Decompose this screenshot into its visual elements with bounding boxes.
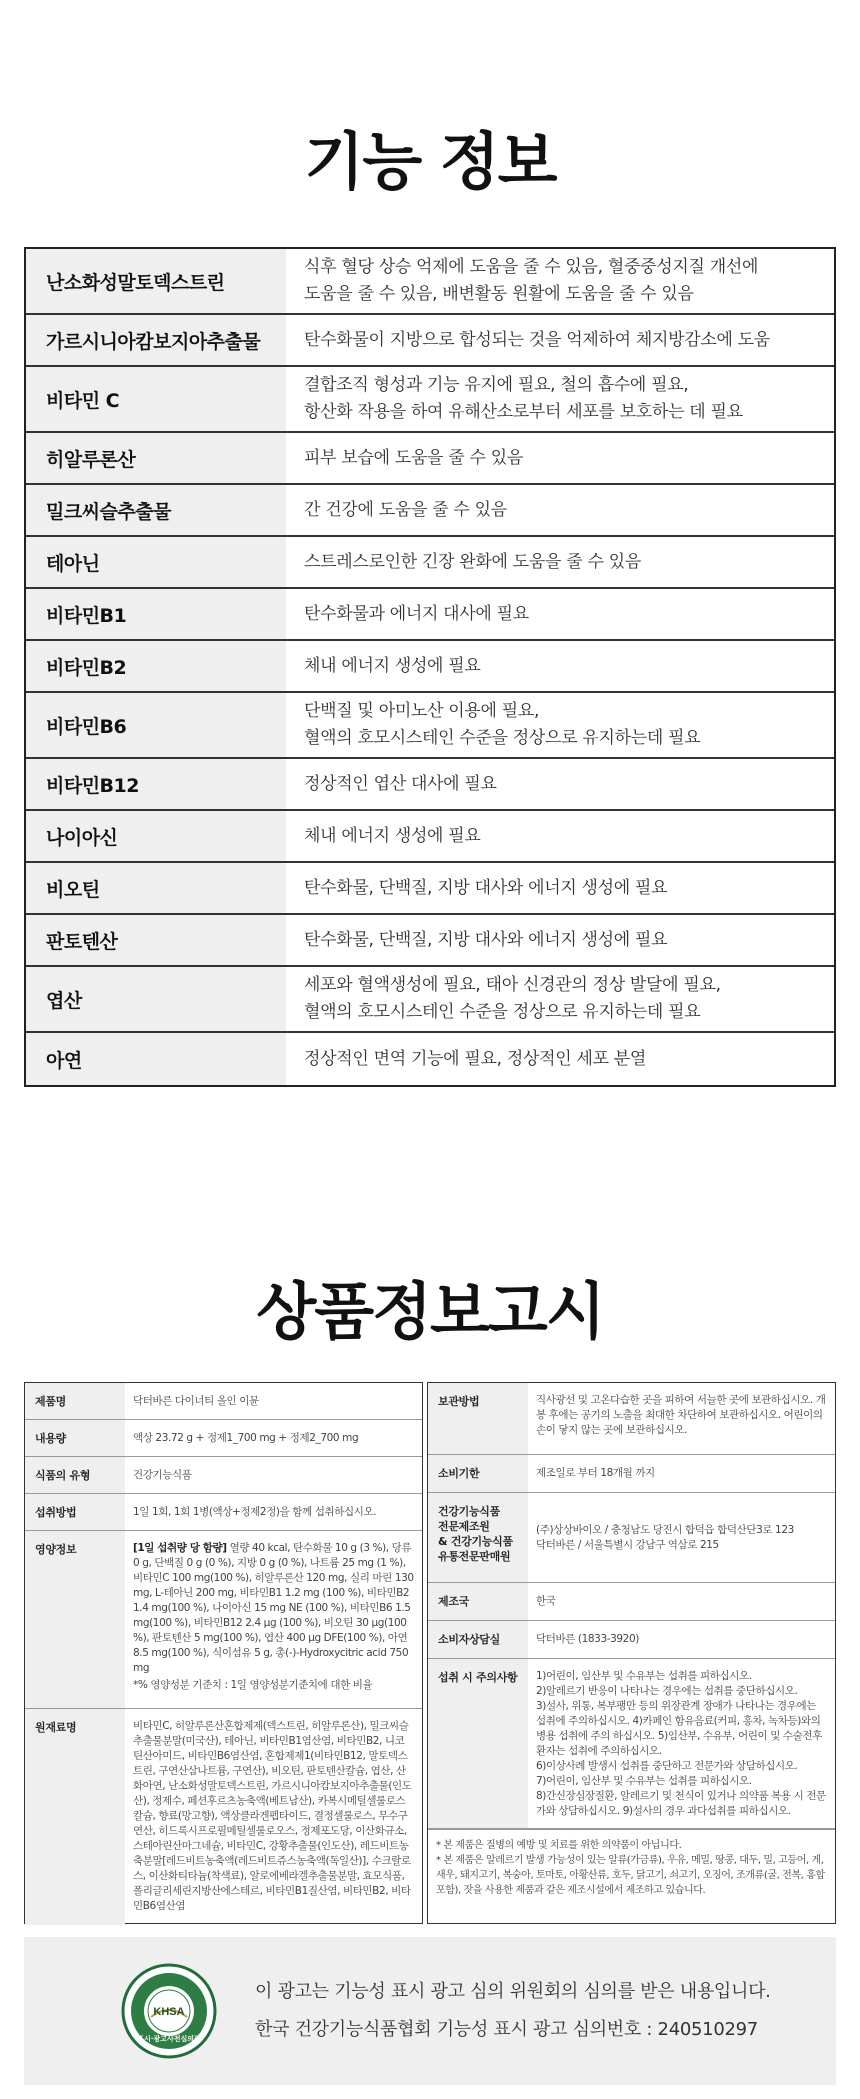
ingredient-name: 비타민B12 xyxy=(26,759,286,809)
notice-value: 제조일로 부터 18개월 까지 xyxy=(536,1467,655,1479)
notice-label: 소비기한 xyxy=(428,1455,528,1492)
functional-info-row xyxy=(26,915,834,967)
functional-info-row xyxy=(26,759,834,811)
notice-row xyxy=(25,1457,422,1494)
ingredient-function: 탄수화물, 단백질, 지방 대사와 에너지 생성에 필요 xyxy=(304,877,668,898)
ingredient-name: 비타민B1 xyxy=(26,589,286,639)
functional-info-row xyxy=(26,1033,834,1085)
functional-info-row xyxy=(26,367,834,433)
ingredient-name: 밀크씨슬추출물 xyxy=(26,485,286,535)
ad-review-banner xyxy=(24,1937,836,2085)
notice-value: 한국 xyxy=(536,1595,556,1607)
ingredient-name: 나이아신 xyxy=(26,811,286,861)
notice-value: 비타민C, 히알루론산혼합제제(덱스트린, 히알루론산), 밀크씨슬추출물분말(미국산), 테아닌, 비타민B1염산염, 비타민B2, 니코틴산아미드, 비타민B6염산염, 혼합제제1(비타민B12, 말토덱스트린, 구연산삼나트륨, 구연산), 비오틴, 판토텐산칼슘, 엽산, 산화아연, 난소화성말토덱스트린, 가르시니아캄보지아추출물(인도산), 정제수, 페션후르츠농축액(베트남산), 카복시메틸셀룰로스칼슘, 향료(망고향), 액상클라겐펩타이드, 결정셀룰로스, 무수구연산, 히드록시프로필메틸셀룰로오스, 정제포도당, 이산화규소, 스테아린산마그네슘, 비타민C, 강황추출물(인도산), 레드비트농축분말[레드비트농축액(레드비트쥬스농축액(독일산)], 수크랄로스, 이산화티타늄(착색료), 알로에베라겔추출물분말, 효모식품, 폴리글리세린지방산에스테르, 비타민B1질산염, 비타민B2, 비타민B6염산염 xyxy=(133,1720,412,1912)
notice-row xyxy=(25,1709,422,1925)
khsa-seal-icon xyxy=(121,1963,217,2059)
functional-info-row xyxy=(26,967,834,1033)
functional-info-title: 기능 정보 xyxy=(304,125,556,198)
notice-footnotes: * 본 제품은 질병의 예방 및 치료를 위한 의약품이 아닙니다. * 본 제품은 알레르기 발생 가능성이 있는 알류(가금류), 우유, 메밀, 땅콩, 대두, 밀, 고등어, 게, 새우, 돼지고기, 복숭아, 토마토, 아황산류, 호두, 닭고기, 쇠고기, 오징어, 조개류(굴, 전복, 홍합 포함), 잣을 사용한 제품과 같은 제조시설에서 제조하고 있습니다. xyxy=(428,1829,835,1906)
notice-row xyxy=(25,1383,422,1420)
notice-value: 직사광선 및 고온다습한 곳을 피하여 서늘한 곳에 보관하십시오. 개봉 후에는 공기의 노출을 최대한 차단하여 보관하십시오. 어린이의 손이 닿지 않는 곳에 보관하십시오. xyxy=(536,1394,826,1436)
nutrition-heading: [1일 섭취량 당 함량] xyxy=(133,1542,227,1554)
ingredient-function: 결합조직 형성과 기능 유지에 필요, 철의 흡수에 필요, 항산화 작용을 하여 유해산소로부터 세포를 보호하는 데 필요 xyxy=(304,375,743,422)
functional-info-row xyxy=(26,249,834,315)
functional-info-row xyxy=(26,315,834,367)
notice-label: 식품의 유형 xyxy=(25,1457,125,1493)
notice-label: 건강기능식품 전문제조원 & 건강기능식품 유통전문판매원 xyxy=(428,1493,528,1582)
notice-value: 1일 1회, 1회 1병(액상+정제2정)을 함께 섭취하십시오. xyxy=(133,1505,377,1518)
ingredient-function: 단백질 및 아미노산 이용에 필요, 혈액의 호모시스테인 수준을 정상으로 유지하는데 필요 xyxy=(304,701,701,748)
notice-row xyxy=(25,1420,422,1457)
ingredient-function: 탄수화물이 지방으로 합성되는 것을 억제하여 체지방감소에 도움 xyxy=(304,329,770,350)
functional-info-table xyxy=(24,247,836,1087)
notice-row xyxy=(428,1493,835,1583)
notice-row xyxy=(25,1494,422,1531)
ingredient-function: 체내 에너지 생성에 필요 xyxy=(304,825,481,846)
nutrition-note: *% 영양성분 기준치 : 1일 영양성분기준치에 대한 비율 xyxy=(133,1679,373,1691)
product-notice-table-left xyxy=(24,1382,423,1924)
product-notice-table-right xyxy=(427,1382,836,1924)
ingredient-name: 판토텐산 xyxy=(26,915,286,965)
notice-value: 닥터바른 다이너티 올인 이뮨 xyxy=(133,1394,259,1407)
notice-label: 보관방법 xyxy=(428,1383,528,1454)
ingredient-name: 비타민 C xyxy=(26,367,286,431)
ingredient-name: 가르시니아캄보지아추출물 xyxy=(26,315,286,365)
ingredient-function: 식후 혈당 상승 억제에 도움을 줄 수 있음, 혈중중성지질 개선에 도움을 줄 수 있음, 배변활동 원활에 도움을 줄 수 있음 xyxy=(304,257,759,304)
ingredient-function: 정상적인 면역 기능에 필요, 정상적인 세포 분열 xyxy=(304,1048,647,1069)
ingredient-name: 비타민B2 xyxy=(26,641,286,691)
notice-value: 닥터바른 (1833-3920) xyxy=(536,1633,639,1645)
banner-line-2: 한국 건강기능식품협회 기능성 표시 광고 심의번호 : 240510297 xyxy=(255,2019,758,2040)
notice-label: 내용량 xyxy=(25,1420,125,1456)
ingredient-name: 아연 xyxy=(26,1033,286,1085)
notice-row xyxy=(428,1583,835,1621)
ingredient-name: 난소화성말토덱스트린 xyxy=(26,249,286,313)
functional-info-row xyxy=(26,433,834,485)
notice-row xyxy=(428,1659,835,1829)
functional-info-row xyxy=(26,641,834,693)
functional-info-row xyxy=(26,811,834,863)
ingredient-function: 정상적인 엽산 대사에 필요 xyxy=(304,773,497,794)
notice-label: 섭취방법 xyxy=(25,1494,125,1530)
notice-label: 영양정보 xyxy=(25,1531,125,1708)
product-notice-title: 상품정보고시 xyxy=(256,1275,604,1348)
ingredient-name: 비타민B6 xyxy=(26,693,286,757)
banner-text xyxy=(255,1973,771,2049)
notice-label: 제품명 xyxy=(25,1383,125,1419)
ingredient-function: 체내 에너지 생성에 필요 xyxy=(304,655,481,676)
notice-label: 원재료명 xyxy=(25,1709,125,1925)
functional-info-row xyxy=(26,485,834,537)
functional-info-row xyxy=(26,863,834,915)
notice-value: 1)어린이, 임산부 및 수유부는 섭취를 피하십시오. 2)알레르기 반응이 나타나는 경우에는 섭취를 중단하십시오. 3)설사, 위통, 복부팽만 등의 위장관계 장애가 나타나는 경우에는 섭취에 주의하십시오. 4)카페인 함유음료(커피, 홍차, 녹차등)와의 병용 섭취에 주의 하십시오. 5)임산부, 수유부, 어린이 및 수술전후 환자는 섭취에 주의하십시오. 6)이상사례 발생시 섭취를 중단하고 전문가와 상담하십시오. 7)어린이, 임산부 및 수유부는 섭취를 피하십시오. 8)간신장심장질환, 알레르기 및 천식이 있거나 의약품 복용 시 전문가와 상담하십시오. 9)설사의 경우 과다섭취를 피하십시오. xyxy=(536,1670,826,1817)
ingredient-function: 탄수화물, 단백질, 지방 대사와 에너지 생성에 필요 xyxy=(304,929,668,950)
notice-row xyxy=(428,1383,835,1455)
notice-row xyxy=(25,1531,422,1709)
notice-row xyxy=(428,1621,835,1659)
banner-line-1: 이 광고는 기능성 표시 광고 심의 위원회의 심의를 받은 내용입니다. xyxy=(255,1981,771,2002)
ingredient-function: 세포와 혈액생성에 필요, 태아 신경관의 정상 발달에 필요, 혈액의 호모시스테인 수준을 정상으로 유지하는데 필요 xyxy=(304,975,721,1022)
seal-ring-label: 표시·광고사전심의필 xyxy=(137,2035,201,2043)
notice-value: 건강기능식품 xyxy=(133,1468,192,1481)
notice-label: 소비자상담실 xyxy=(428,1621,528,1658)
functional-info-row xyxy=(26,589,834,641)
seal-label: KHSA xyxy=(153,2006,185,2018)
functional-info-row xyxy=(26,537,834,589)
nutrition-values: 열량 40 kcal, 탄수화물 10 g (3 %), 당류 0 g, 단백질 0 g (0 %), 지방 0 g (0 %), 나트륨 25 mg (1 %), 비타민C 100 mg(100 %), 히알루론산 120 mg, 실리 마린 130 mg, L-테아닌 200 mg, 비타민B1 1.2 mg (100 %), 비타민B2 1.4 mg(100 %), 나이아신 15 mg NE (100 %), 비타민B6 1.5 mg(100 %), 비타민B12 2.4 μg (100 %), 비오틴 30 μg(100 %), 판토텐산 5 mg(100 %), 엽산 400 μg DFE(100 %), 아연 8.5 mg(100 %), 식이섬유 5 g, 총(-)-Hydroxycitric acid 750 mg xyxy=(133,1542,414,1674)
notice-value: (주)상상바이오 / 충청남도 당진시 합덕읍 합덕산단3로 123 닥터바른 / 서울특별시 강남구 역삼로 215 xyxy=(536,1523,794,1551)
ingredient-function: 스트레스로인한 긴장 완화에 도움을 줄 수 있음 xyxy=(304,551,641,572)
notice-label: 섭취 시 주의사항 xyxy=(428,1659,528,1828)
ingredient-name: 히알루론산 xyxy=(26,433,286,483)
ingredient-name: 엽산 xyxy=(26,967,286,1031)
notice-value xyxy=(125,1531,422,1708)
notice-row xyxy=(428,1455,835,1493)
ingredient-function: 간 건강에 도움을 줄 수 있음 xyxy=(304,499,507,520)
ingredient-name: 테아닌 xyxy=(26,537,286,587)
ingredient-function: 피부 보습에 도움을 줄 수 있음 xyxy=(304,447,523,468)
functional-info-row xyxy=(26,693,834,759)
ingredient-function: 탄수화물과 에너지 대사에 필요 xyxy=(304,603,529,624)
notice-value: 액상 23.72 g + 정제1_700 mg + 정제2_700 mg xyxy=(133,1431,359,1444)
notice-label: 제조국 xyxy=(428,1583,528,1620)
ingredient-name: 비오틴 xyxy=(26,863,286,913)
